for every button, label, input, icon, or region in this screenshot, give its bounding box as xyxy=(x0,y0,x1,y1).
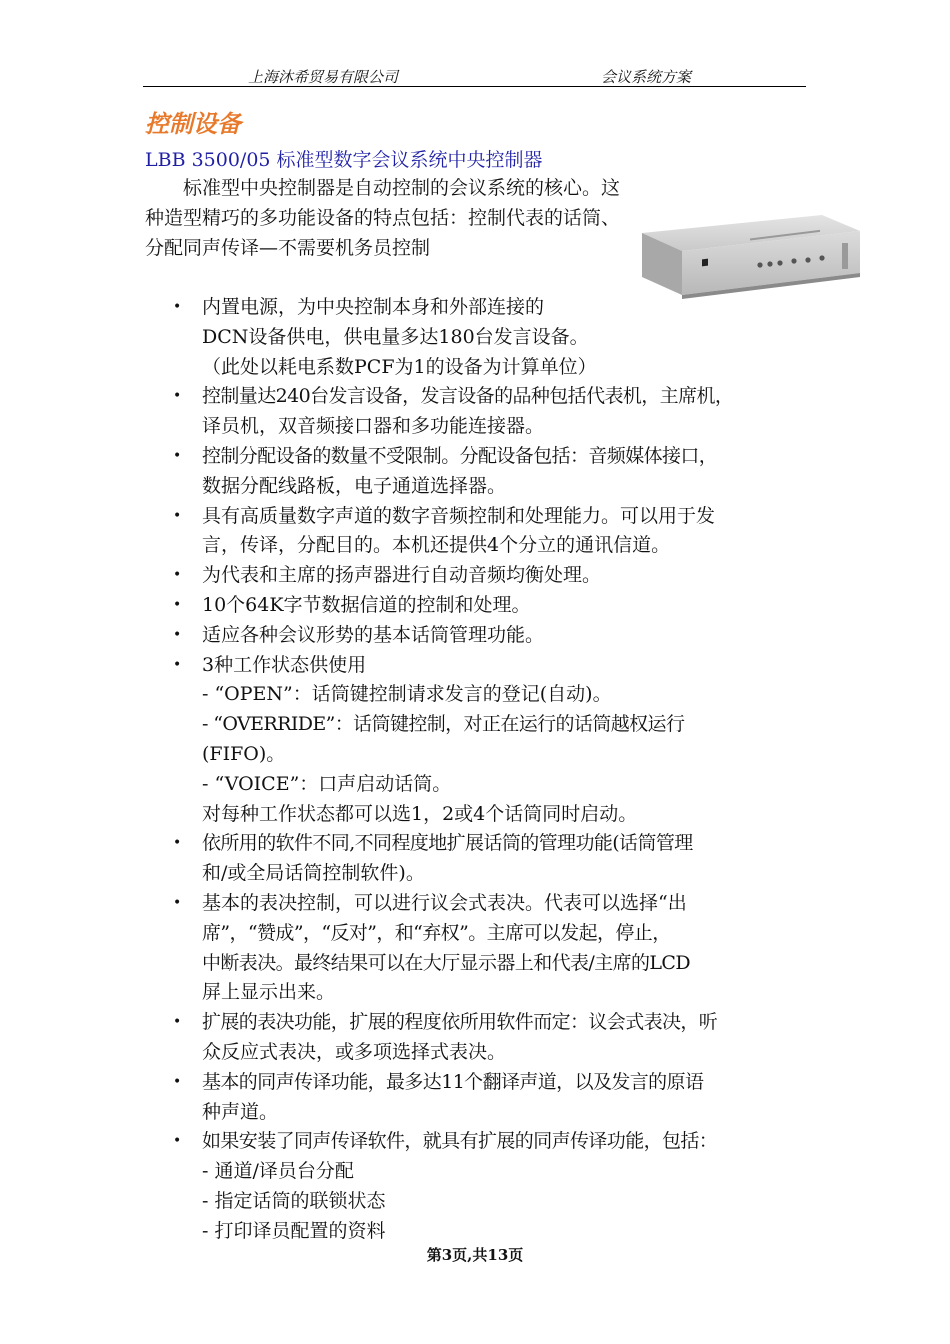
feature-subline: (FIFO)。 xyxy=(202,742,286,765)
feature-item xyxy=(145,1008,817,1068)
bullet-icon: • xyxy=(173,1073,182,1090)
feature-item xyxy=(145,502,817,562)
bullet-icon: • xyxy=(173,626,182,643)
feature-line: 中断表决。最终结果可以在大厅显示器上和代表/主席的LCD xyxy=(202,951,690,974)
bullet-icon: • xyxy=(173,1014,182,1031)
intro-text: 标准型中央控制器是自动控制的会议系统的核心。这种造型精巧的多功能设备的特点包括：控制代表的话筒、分配同声传译—不需要机务员控制 xyxy=(145,177,621,259)
feature-line: 种声道。 xyxy=(202,1100,279,1123)
feature-subline: - 指定话筒的联锁状态 xyxy=(202,1189,386,1212)
feature-item xyxy=(145,829,817,889)
feature-line: 依所用的软件不同,不同程度地扩展话筒的管理功能(话筒管理 xyxy=(202,832,693,855)
bullet-icon: • xyxy=(173,299,182,315)
feature-line: DCN设备供电，供电量多达180台发言设备。 xyxy=(202,325,589,348)
feature-item xyxy=(145,293,817,382)
header-company: 上海沐希贸易有限公司 xyxy=(248,68,399,86)
feature-item xyxy=(145,1127,817,1157)
feature-line: 译员机，双音频接口器和多功能连接器。 xyxy=(202,415,545,438)
feature-line: 基本的同声传译功能，最多达11个翻译声道，以及发言的原语 xyxy=(202,1070,704,1093)
feature-line: 扩展的表决功能，扩展的程度依所用软件而定：议会式表决，听 xyxy=(202,1011,718,1034)
feature-item xyxy=(145,591,817,621)
feature-line: 如果安装了同声传译软件，就具有扩展的同声传译功能，包括： xyxy=(202,1130,718,1153)
bullet-icon: • xyxy=(173,835,182,852)
feature-line: 为代表和主席的扬声器进行自动音频均衡处理。 xyxy=(202,564,602,587)
feature-line: 数据分配线路板，电子通道选择器。 xyxy=(202,474,507,497)
header-doc-title: 会议系统方案 xyxy=(601,68,692,86)
bullet-icon: • xyxy=(173,447,182,464)
feature-line: （此处以耗电系数PCF为1的设备为计算单位） xyxy=(202,355,597,378)
feature-line: 控制量达240台发言设备，发言设备的品种包括代表机，主席机， xyxy=(202,385,734,408)
feature-subline: - 通道/译员台分配 xyxy=(202,1160,354,1183)
feature-item xyxy=(145,561,817,591)
feature-list xyxy=(145,293,817,1247)
feature-subline: - “OPEN”：话筒键控制请求发言的登记(自动)。 xyxy=(202,683,612,706)
feature-line: 3种工作状态供使用 xyxy=(202,653,367,676)
feature-item xyxy=(145,442,817,502)
feature-line: 具有高质量数字声道的数字音频控制和处理能力。可以用于发 xyxy=(202,504,716,527)
feature-line: 席”，“赞成”，“反对”，和“弃权”。主席可以发起，停止， xyxy=(202,921,671,944)
feature-line: 言，传译，分配目的。本机还提供4个分立的通讯信道。 xyxy=(202,534,671,557)
feature-item xyxy=(145,382,817,442)
bullet-icon: • xyxy=(173,507,182,524)
page-footer: 第3页,共13页 xyxy=(426,1246,524,1264)
feature-line: 屏上显示出来。 xyxy=(202,981,336,1004)
feature-subline: - “OVERRIDE”：话筒键控制，对正在运行的话筒越权运行 xyxy=(202,713,685,736)
bullet-icon: • xyxy=(173,894,182,911)
feature-line: 10个64K字节数据信道的控制和处理。 xyxy=(202,593,531,616)
bullet-icon: • xyxy=(173,567,182,584)
intro-paragraph xyxy=(145,173,625,263)
feature-line: 控制分配设备的数量不受限制。分配设备包括：音频媒体接口， xyxy=(202,444,718,467)
section-title: 控制设备 xyxy=(145,110,241,138)
feature-line: 内置电源，为中央控制本身和外部连接的 xyxy=(202,296,545,318)
bullet-icon: • xyxy=(173,656,182,673)
feature-subline: 对每种工作状态都可以选1，2或4个话筒同时启动。 xyxy=(202,802,638,825)
feature-line: 和/或全局话筒控制软件)。 xyxy=(202,862,425,885)
feature-item xyxy=(145,651,817,681)
product-title: LBB 3500/05 标准型数字会议系统中央控制器 xyxy=(145,149,543,171)
feature-subline: - “VOICE”：口声启动话筒。 xyxy=(202,772,452,795)
feature-item xyxy=(145,621,817,651)
feature-line: 适应各种会议形势的基本话筒管理功能。 xyxy=(202,623,545,646)
page-header xyxy=(143,64,806,87)
feature-subline: - 打印译员配置的资料 xyxy=(202,1219,386,1242)
bullet-icon: • xyxy=(173,596,182,613)
feature-item xyxy=(145,889,817,1008)
bullet-icon: • xyxy=(173,388,182,405)
feature-item xyxy=(145,1068,817,1128)
feature-line: 众反应式表决，或多项选择式表决。 xyxy=(202,1040,507,1063)
bullet-icon: • xyxy=(173,1133,182,1150)
feature-line: 基本的表决控制，可以进行议会式表决。代表可以选择“出 xyxy=(202,891,687,914)
